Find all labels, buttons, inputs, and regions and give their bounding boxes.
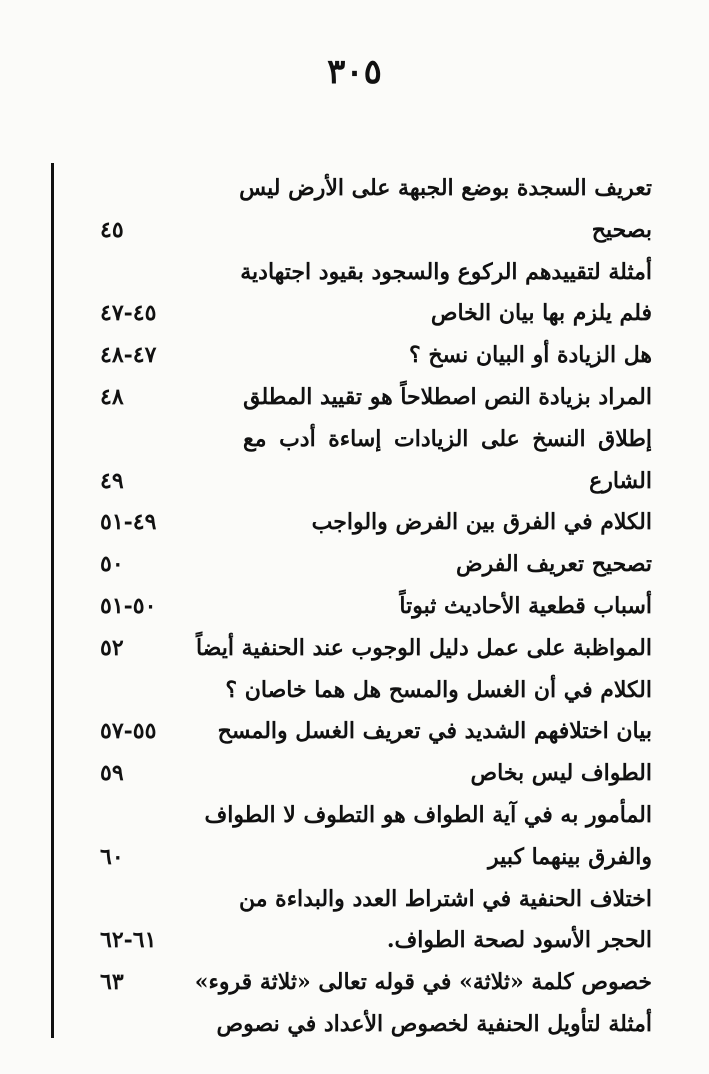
toc-entry-title: إطلاق النسخ على الزيادات إساءة أدب مع [243, 425, 652, 452]
toc-entry [58, 544, 652, 586]
toc-entry-pages: ٥٢ [100, 634, 124, 661]
toc-entry-title: الكلام في الفرق بين الفرض والواجب [311, 509, 652, 536]
toc-entry-title: الطواف ليس بخاص [470, 760, 652, 787]
toc-entry-pages: ٥٠-٥١ [100, 592, 157, 619]
toc-entry-pages: ٤٧-٤٨ [100, 342, 157, 369]
toc-entry [58, 210, 652, 252]
toc-entry-pages: ٥٥-٥٧ [100, 718, 157, 745]
toc-entry-pages: ٦٠ [100, 843, 124, 870]
margin-rule [51, 163, 54, 1038]
toc-entry-title: المواظبة على عمل دليل الوجوب عند الحنفية أيضاً [195, 634, 652, 661]
toc-entry-title: فلم يلزم بها بيان الخاص [430, 300, 652, 327]
page-number: ٣٠٥ [327, 52, 382, 92]
toc-entry [58, 962, 652, 1004]
toc-entry [58, 168, 652, 210]
toc-entry-pages: ٦٣ [100, 969, 124, 996]
toc-entry [58, 377, 652, 419]
toc-entry [58, 252, 652, 294]
toc-entry [58, 419, 652, 461]
toc-entry-pages: ٤٩ [100, 467, 124, 494]
toc-entry-title: اختلاف الحنفية في اشتراط العدد والبداءة من [238, 885, 652, 912]
toc-entry-title: المراد بزيادة النص اصطلاحاً هو تقييد المطلق [243, 383, 652, 410]
toc-entry [58, 670, 652, 712]
toc-entry [58, 711, 652, 753]
toc-entry-title: الشارع [589, 467, 652, 494]
toc-entry [58, 628, 652, 670]
toc-entry [58, 879, 652, 921]
toc-entry-title: والفرق بينهما كبير [488, 843, 652, 870]
toc-entry-pages: ٥٩ [100, 760, 124, 787]
toc-entry [58, 920, 652, 962]
toc-entry-title: أمثلة لتقييدهم الركوع والسجود بقيود اجتهادية [240, 258, 652, 285]
toc-entry-pages: ٥٠ [100, 551, 124, 578]
toc-entry-pages: ٤٩-٥١ [100, 509, 157, 536]
toc-entry [58, 461, 652, 503]
toc-entry-title: خصوص كلمة «ثلاثة» في قوله تعالى «ثلاثة قروء» [194, 969, 652, 996]
toc-entry-title: تعريف السجدة بوضع الجبهة على الأرض ليس [239, 175, 652, 201]
toc-entry-title: تصحيح تعريف الفرض [455, 551, 652, 578]
toc-entry [58, 502, 652, 544]
toc-entry-pages: ٤٥ [100, 216, 124, 243]
toc-entry-title: هل الزيادة أو البيان نسخ ؟ [409, 342, 652, 369]
toc-entry-title: بيان اختلافهم الشديد في تعريف الغسل والمسح [217, 718, 652, 745]
toc-entry-title: الحجر الأسود لصحة الطواف. [386, 927, 652, 954]
toc-entry-title: الكلام في أن الغسل والمسح هل هما خاصان ؟ [225, 676, 652, 703]
toc-entry [58, 586, 652, 628]
toc-entry [58, 837, 652, 879]
toc-entry [58, 293, 652, 335]
toc-entry-title: بصحيح [591, 216, 652, 243]
toc-entry-pages: ٤٥-٤٧ [100, 300, 157, 327]
toc-entry [58, 335, 652, 377]
toc-entry [58, 795, 652, 837]
toc-entry-title: المأمور به في آية الطواف هو التطوف لا الطواف [204, 801, 652, 828]
toc-entry-pages: ٤٨ [100, 383, 124, 410]
toc-entry-title: أمثلة لتأويل الحنفية لخصوص الأعداد في نصوص [216, 1010, 652, 1037]
toc-entry [58, 753, 652, 795]
toc-entry-title: أسباب قطعية الأحاديث ثبوتاً [399, 592, 652, 619]
toc-entry [58, 1004, 652, 1046]
toc-entry-pages: ٦١-٦٢ [100, 927, 157, 954]
table-of-contents [58, 168, 652, 1046]
